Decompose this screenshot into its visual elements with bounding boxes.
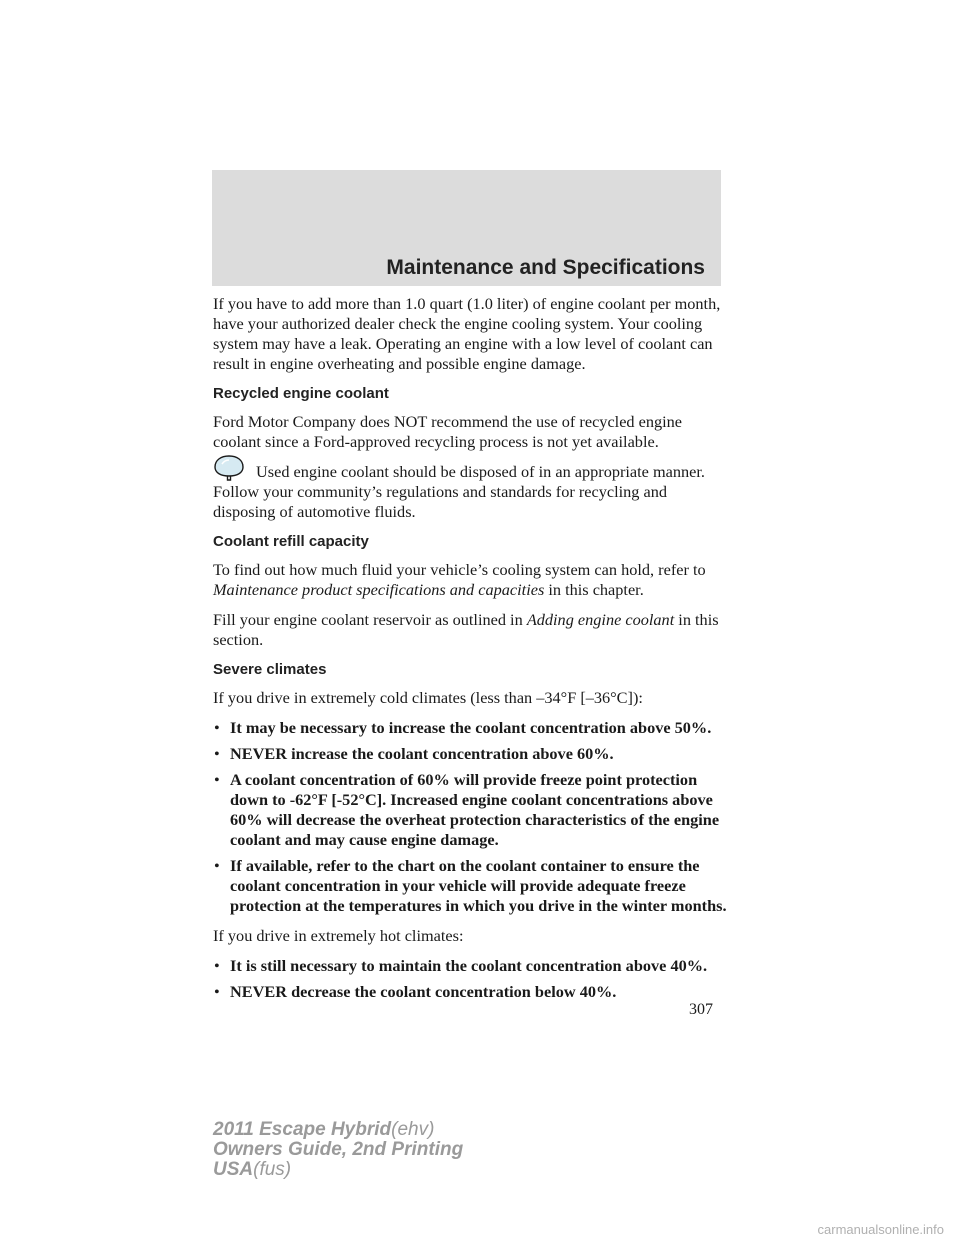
refill-paragraph-1: To find out how much fluid your vehicle’s cooling system can hold, refer to Maintenance product specifications and capacities in this chapter. [213, 560, 706, 599]
environment-note [213, 462, 728, 522]
document-footer [213, 1120, 463, 1180]
crossref-adding-coolant: Adding engine coolant [526, 610, 675, 629]
list-item: • If available, refer to the chart on the coolant container to ensure the coolant concentration in your vehicle will provide adequate freeze protection at the temperatures in which you drive in the winter months. [213, 856, 728, 916]
heading-recycled-coolant: Recycled engine coolant [213, 385, 389, 402]
section-title: Maintenance and Specifications [386, 256, 705, 279]
hot-climate-intro: If you drive in extremely hot climates: [213, 926, 464, 945]
list-item: • A coolant concentration of 60% will provide freeze point protection down to -62°F [-52°C]. Increased engine coolant concentrations above 60% will decrease the overheat protection characteristics of the engine coolant and may cause engine damage. [213, 770, 728, 850]
cold-climate-intro: If you drive in extremely cold climates (less than –34°F [–36°C]): [213, 688, 643, 707]
refill-paragraph-2: Fill your engine coolant reservoir as outlined in Adding engine coolant in this section. [213, 610, 719, 649]
page-content [213, 294, 728, 1012]
footer-line-2: Owners Guide, 2nd Printing [213, 1139, 464, 1160]
list-item: • NEVER decrease the coolant concentration below 40%. [213, 982, 728, 1002]
crossref-specifications: Maintenance product specifications and capacities [213, 580, 545, 599]
intro-paragraph: If you have to add more than 1.0 quart (1.0 liter) of engine coolant per month, have your authorized dealer check the engine cooling system. Your cooling system may have a leak. Operating an engine with a low level of coolant can result in engine overheating and possible engine damage. [213, 294, 721, 373]
watermark: carmanualsonline.info [817, 1222, 944, 1237]
footer-line-1: 2011 Escape Hybrid(ehv) [213, 1119, 435, 1140]
list-item: • It may be necessary to increase the coolant concentration above 50%. [213, 718, 728, 738]
list-item: • It is still necessary to maintain the coolant concentration above 40%. [213, 956, 728, 976]
heading-refill-capacity: Coolant refill capacity [213, 533, 369, 550]
section-header [212, 170, 721, 286]
tree-environment-icon [213, 454, 245, 482]
page-number: 307 [689, 1001, 713, 1018]
footer-line-3: USA(fus) [213, 1159, 292, 1180]
heading-severe-climates: Severe climates [213, 661, 327, 678]
environment-note-text: Used engine coolant should be disposed of in an appropriate manner. Follow your community’s regulations and standards for recycling and disposing of automotive fluids. [213, 462, 705, 521]
recycled-paragraph: Ford Motor Company does NOT recommend the use of recycled engine coolant since a Ford-approved recycling process is not yet available. [213, 412, 683, 451]
hot-climate-list [213, 956, 728, 1002]
cold-climate-list [213, 718, 728, 916]
list-item: • NEVER increase the coolant concentration above 60%. [213, 744, 728, 764]
